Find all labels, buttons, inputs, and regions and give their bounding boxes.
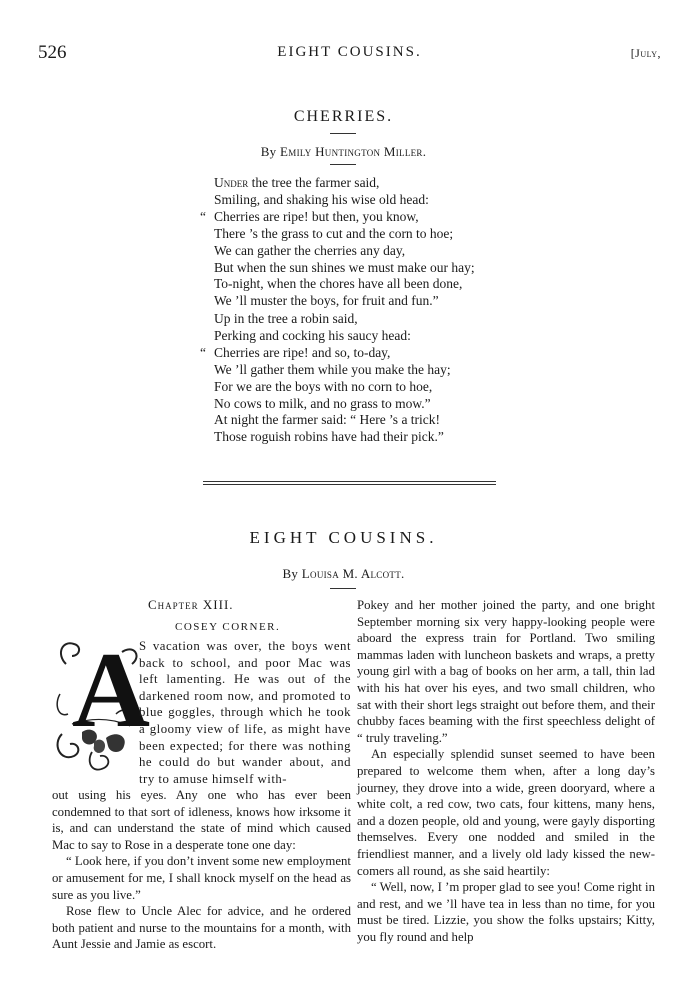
poem-line-text: But when the sun shines we must make our hay; [214, 259, 475, 275]
paragraph: “ Well, now, I ’m proper glad to see you! Come right in and rest, and we ’ll have tea in less than no time, for you must be tired. Lizzie, you show the folks upstairs; Kitty, you fly round and help [357, 880, 655, 944]
paragraph: Pokey and her mother joined the party, and one bright September morning six very happy-looking people were aboard the express train for Portland. Two smiling mammas laden with luncheon baskets and wraps, a pretty young girl with a bag of books on her arm, a tall, thin lad with his hat over his eyes, and two small children, who sat with their short legs straight out before them, and their chubby faces beaming with the first speechless delight of “ truly traveling.” [357, 598, 655, 745]
story-right-column [357, 597, 655, 945]
running-header [38, 42, 661, 64]
chapter-title: COSEY CORNER. [175, 621, 281, 633]
page-number: 526 [38, 42, 67, 63]
paragraph: “ Look here, if you don’t invent some new employment or amusement for me, I shall knock myself on the head as sure as you live.” [52, 854, 351, 902]
poem-line [200, 311, 520, 328]
poem-line-text: Cherries are ripe! but then, you know, [214, 208, 419, 224]
poem-author: Emily Huntington Miller. [280, 144, 427, 159]
poem-line [200, 192, 520, 209]
poem-title: CHERRIES. [293, 108, 394, 125]
poem-line [200, 243, 520, 260]
poem-line [200, 379, 520, 396]
poem-line-text: There ’s the grass to cut and the corn to hoe; [214, 225, 454, 241]
poem-line-text: At night the farmer said: “ Here ’s a trick! [214, 412, 441, 428]
poem-byline [0, 144, 687, 160]
poem-line [200, 276, 520, 293]
poem-line [200, 429, 520, 446]
poem-line-text: the tree the farmer said, [248, 175, 380, 190]
byline-prefix: By [260, 144, 277, 159]
story-author: Louisa M. Alcott. [301, 566, 405, 581]
poem-line [200, 362, 520, 379]
byline-divider [330, 588, 356, 589]
opening-text: S vacation was over, the boys went back to school, and poor Mac was left lamenting. He was out of the darkened room now, and promoted to blue goggles, through which he took a gloomy view of life, as might have been expected; for there was nothing he could do but wander about, and try to amuse himself with- [139, 639, 351, 786]
chapter-heading: Chapter XIII. [148, 597, 234, 612]
title-divider [330, 133, 356, 134]
poem-line-text: We ’ll muster the boys, for fruit and fun.” [214, 293, 439, 309]
poem-line-text: We ’ll gather them while you make the hay; [214, 361, 451, 377]
story-byline [0, 566, 687, 582]
running-title: EIGHT COUSINS. [277, 44, 422, 60]
poem-line-text: For we are the boys with no corn to hoe, [214, 378, 433, 394]
poem-line [200, 260, 520, 277]
story-left-column [52, 787, 351, 953]
section-divider-bottom [203, 484, 496, 485]
poem-line-text: No cows to milk, and no grass to mow.” [214, 395, 431, 411]
poem-line-text: To-night, when the chores have all been done, [214, 276, 463, 292]
byline-prefix: By [282, 566, 299, 581]
poem-line-text: Up in the tree a robin said, [214, 311, 358, 326]
story-title: EIGHT COUSINS. [249, 528, 438, 547]
open-quote: “ [200, 208, 206, 224]
open-quote: “ [200, 344, 206, 360]
poem-line-text: Cherries are ripe! and so, to-day, [214, 344, 391, 360]
poem-line [200, 209, 520, 226]
month-label: [July, [630, 46, 661, 60]
poem-line-text: Those roguish robins have had their pick.” [214, 429, 444, 445]
poem-line [200, 345, 520, 362]
story-paragraph-opening [139, 638, 351, 787]
paragraph: Rose flew to Uncle Alec for advice, and he ordered both patient and nurse to the mountains for a month, with Aunt Jessie and Jamie as escort. [52, 904, 351, 952]
poem-stanza-2 [200, 311, 520, 446]
poem-lead-word: Under [214, 175, 249, 190]
poem-line [200, 226, 520, 243]
poem-stanza-1 [200, 175, 520, 310]
byline-divider [330, 164, 356, 165]
poem-line [200, 293, 520, 310]
poem-line [200, 328, 520, 345]
drop-cap-letter: A [72, 631, 150, 750]
poem-line [200, 396, 520, 413]
poem-line-text: We can gather the cherries any day, [214, 242, 406, 258]
paragraph: out using his eyes. Any one who has ever been condemned to that sort of idleness, knows how irksome it is, and can understand the state of mind which caused Mac to say to Rose in a desperate tone one day: [52, 788, 351, 852]
section-divider-top [203, 481, 496, 482]
poem-line [200, 412, 520, 429]
poem-line [200, 175, 520, 192]
poem-line-text: Smiling, and shaking his wise old head: [214, 191, 429, 207]
paragraph: An especially splendid sunset seemed to have been prepared to welcome them when, after a long day’s journey, they drove into a wide, green dooryard, where a white colt, a red cow, two cats, four kittens, many hens, and a dozen people, old and young, were gayly disporting themselves. Every one nodded and smiled in the friendliest manner, and a lively old lady kissed the new-comers all round, as she said heartily: [357, 747, 655, 878]
poem-line-text: Perking and cocking his saucy head: [214, 327, 411, 343]
drop-cap-ornament [52, 631, 150, 782]
